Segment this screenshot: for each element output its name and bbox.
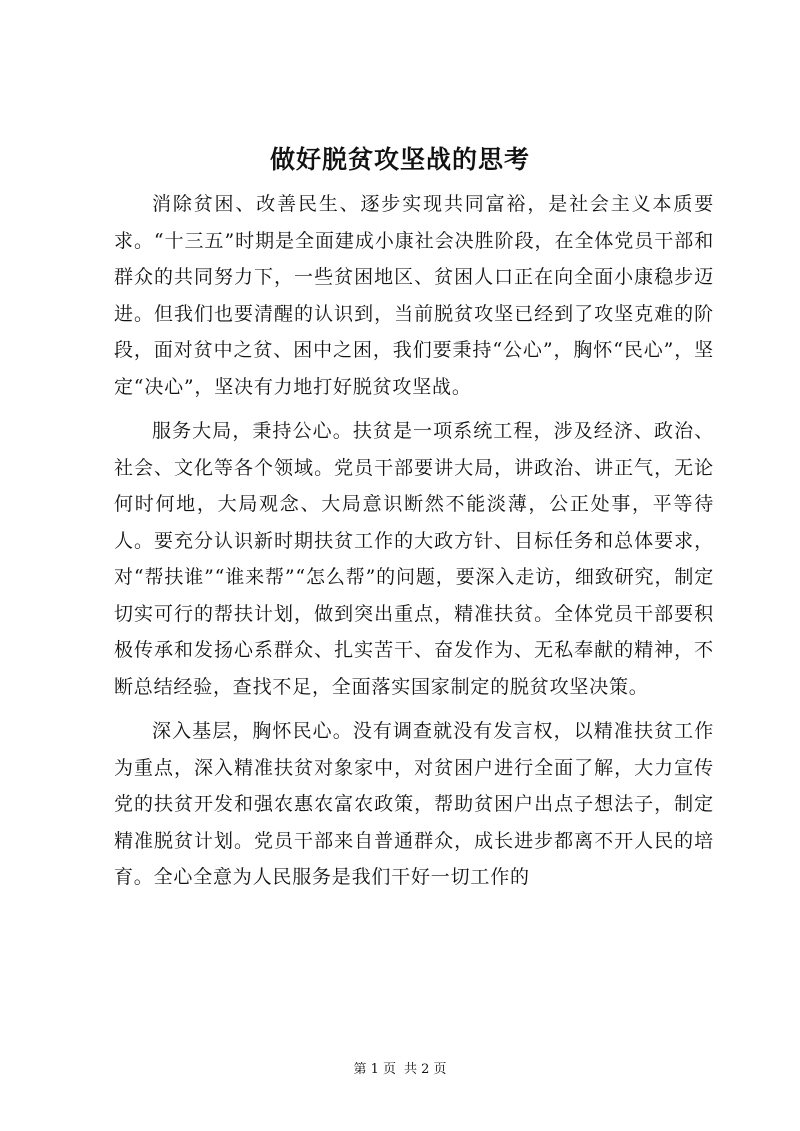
- document-title: 做好脱贫攻坚战的思考: [269, 145, 530, 174]
- document-body: [114, 186, 714, 896]
- paragraph-1: 消除贫困、改善民生、逐步实现共同富裕，是社会主义本质要求。“十三五”时期是全面建成小康社会决胜阶段，在全体党员干部和群众的共同努力下，一些贫困地区、贫困人口正在向全面小康稳步迈进。但我们也要清醒的认识到，当前脱贫攻坚已经到了攻坚克难的阶段，面对贫中之贫、困中之困，我们要秉持“公心”，胸怀“民心”，坚定“决心”，坚决有力地打好脱贫攻坚战。: [114, 193, 714, 398]
- paragraph-2: 服务大局，秉持公心。扶贫是一项系统工程，涉及经济、政治、社会、文化等各个领域。党员干部要讲大局，讲政治、讲正气，无论何时何地，大局观念、大局意识断然不能淡薄，公正处事，平等待人。要充分认识新时期扶贫工作的大政方针、目标任务和总体要求，对“帮扶谁”“谁来帮”“怎么帮”的问题，要深入走访，细致研究，制定切实可行的帮扶计划，做到突出重点，精准扶贫。全体党员干部要积极传承和发扬心系群众、扎实苦干、奋发作为、无私奉献的精神，不断总结经验，查找不足，全面落实国家制定的脱贫攻坚决策。: [114, 420, 714, 698]
- page-number-total: 共 2 页: [404, 1062, 447, 1077]
- paragraph-3: 深入基层，胸怀民心。没有调查就没有发言权，以精准扶贫工作为重点，深入精准扶贫对象家中，对贫困户进行全面了解，大力宣传党的扶贫开发和强农惠农富农政策，帮助贫困户出点子想法子，制定精准脱贫计划。党员干部来自普通群众，成长进步都离不开人民的培育。全心全意为人民服务是我们干好一切工作的: [114, 720, 714, 888]
- page-footer: [0, 1060, 800, 1080]
- page-number-current: 第 1 页: [353, 1062, 396, 1077]
